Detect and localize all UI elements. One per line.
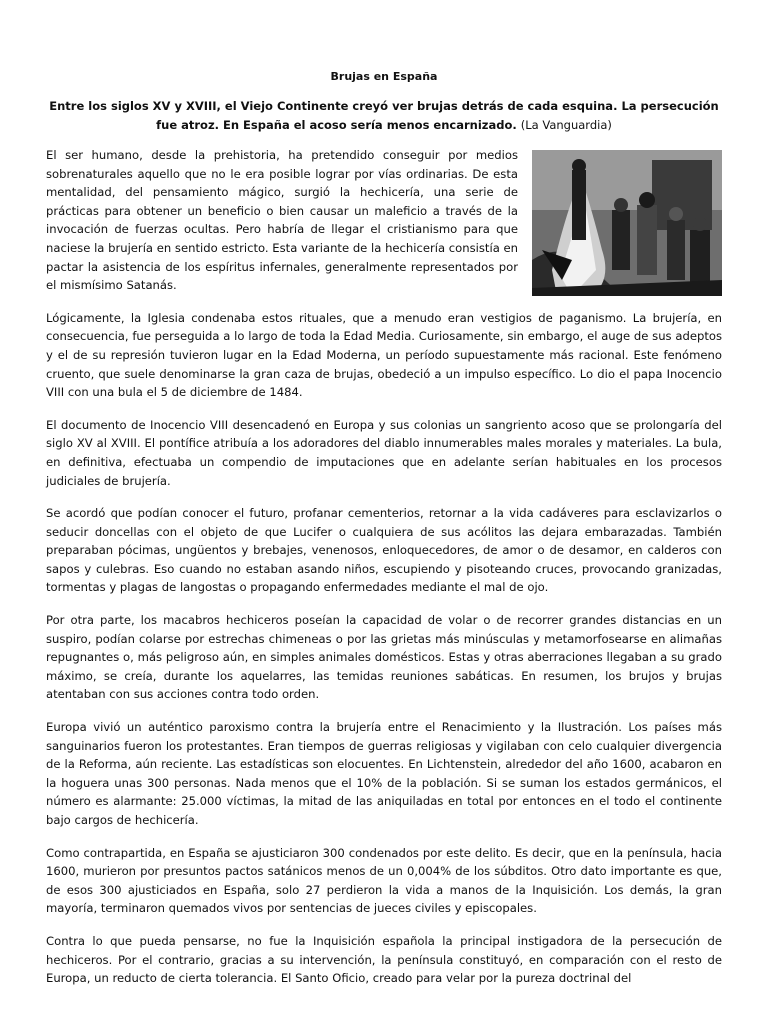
- paragraph-7: Como contrapartida, en España se ajusticiaron 300 condenados por este delito. Es decir, que en la península, hacia 1600, murieron por presuntos pactos satánicos menos de un 0,004% de los súbditos. Otro dato importante es que, de esos 300 ajusticiados en España, solo 27 perdieron la vida a manos de la Inquisición. Los demás, la gran mayoría, terminaron quemados vivos por sentencias de jueces civiles y episcopales.: [46, 845, 722, 916]
- subtitle-text: Entre los siglos XV y XVIII, el Viejo Continente creyó ver brujas detrás de cada esquina. La persecución fue atroz. En España el acoso sería menos encarnizado.: [49, 99, 719, 132]
- witch-burning-engraving-icon: [532, 150, 722, 296]
- article-body: [46, 146, 722, 1002]
- paragraph-8: Contra lo que pueda pensarse, no fue la Inquisición española la principal instigadora de la persecución de hechiceros. Por el contrario, gracias a su intervención, la península constituyó, en comparación con el resto de Europa, un reducto de cierta tolerancia. El Santo Oficio, creado para velar por la pureza doctrinal del: [46, 933, 722, 986]
- document-title: Brujas en España: [330, 70, 438, 83]
- source-attribution: (La Vanguardia): [520, 118, 612, 132]
- paragraph-4: Se acordó que podían conocer el futuro, profanar cementerios, retornar a la vida cadáveres para esclavizarlos o seducir doncellas con el objeto de que Lucifer o cualquiera de sus acólitos las dejara embarazadas. También preparaban pócimas, ungüentos y brebajes, venenosos, enloquecedores, de amor o de desamor, en calderos con sapos y culebras. Eso cuando no estaban asando niños, escupiendo y pisoteando cruces, provocando granizadas, tormentas y plagas de langostas o propagando enfermedades mediante el mal de ojo.: [46, 506, 722, 595]
- paragraph-2: Lógicamente, la Iglesia condenaba estos rituales, que a menudo eran vestigios de paganismo. La brujería, en consecuencia, fue perseguida a lo largo de toda la Edad Media. Curiosamente, sin embargo, el auge de sus adeptos y el de su represión tuvieron lugar en la Edad Moderna, un período supuestamente más racional. Este fenómeno cruento, que suele denominarse la gran caza de brujas, obedeció a un impulso específico. Lo dio el papa Inocencio VIII con una bula el 5 de diciembre de 1484.: [46, 310, 722, 400]
- paragraph-1: [46, 146, 722, 295]
- paragraph-3: El documento de Inocencio VIII desencadenó en Europa y sus colonias un sangriento acoso que se prolongaría del siglo XV al XVIII. El pontífice atribuía a los adoradores del diablo innumerables males morales y materiales. La bula, en definitiva, efectuaba un compendio de imputaciones que en adelante serían habituales en los procesos judiciales de brujería.: [46, 417, 722, 488]
- document-subtitle: [46, 97, 722, 135]
- paragraph-6: Europa vivió un auténtico paroxismo contra la brujería entre el Renacimiento y la Ilustración. Los países más sanguinarios fueron los protestantes. Eran tiempos de guerras religiosas y vigilaban con celo cualquier divergencia de la Reforma, aún reciente. Las estadísticas son elocuentes. En Lichtenstein, alrededor del año 1600, acabaron en la hoguera unas 300 personas. Nada menos que el 10% de la población. Si se suman los estados germánicos, el número es alarmante: 25.000 víctimas, la mitad de las aniquiladas en total por entonces en el todo el continente bajo cargos de hechicería.: [46, 720, 722, 827]
- paragraph-1-text: El ser humano, desde la prehistoria, ha pretendido conseguir por medios sobrenaturales aquello que no le era posible lograr por vías ordinarias. De esta mentalidad, del pensamiento mágico, surgió la hechicería, una serie de prácticas para obtener un beneficio o bien causar un maleficio a través de la invocación de fuerzas ocultas. Pero habría de llegar el cristianismo para que naciese la brujería en sentido estricto. Esta variante de la hechicería consistía en pactar la asistencia de los espíritus infernales, generalmente representados por el mismísimo Satanás.: [46, 148, 518, 293]
- paragraph-5: Por otra parte, los macabros hechiceros poseían la capacidad de volar o de recorrer grandes distancias en un suspiro, podían colarse por estrechas chimeneas o por las grietas más minúsculas y metamorfosearse en alimañas repugnantes o, más peligroso aún, en simples animales domésticos. Estas y otras aberraciones llegaban a su grado máximo, se creía, durante los aquelarres, las temidas reuniones sabáticas. En resumen, los brujos y brujas atentaban con sus acciones contra todo orden.: [46, 613, 722, 702]
